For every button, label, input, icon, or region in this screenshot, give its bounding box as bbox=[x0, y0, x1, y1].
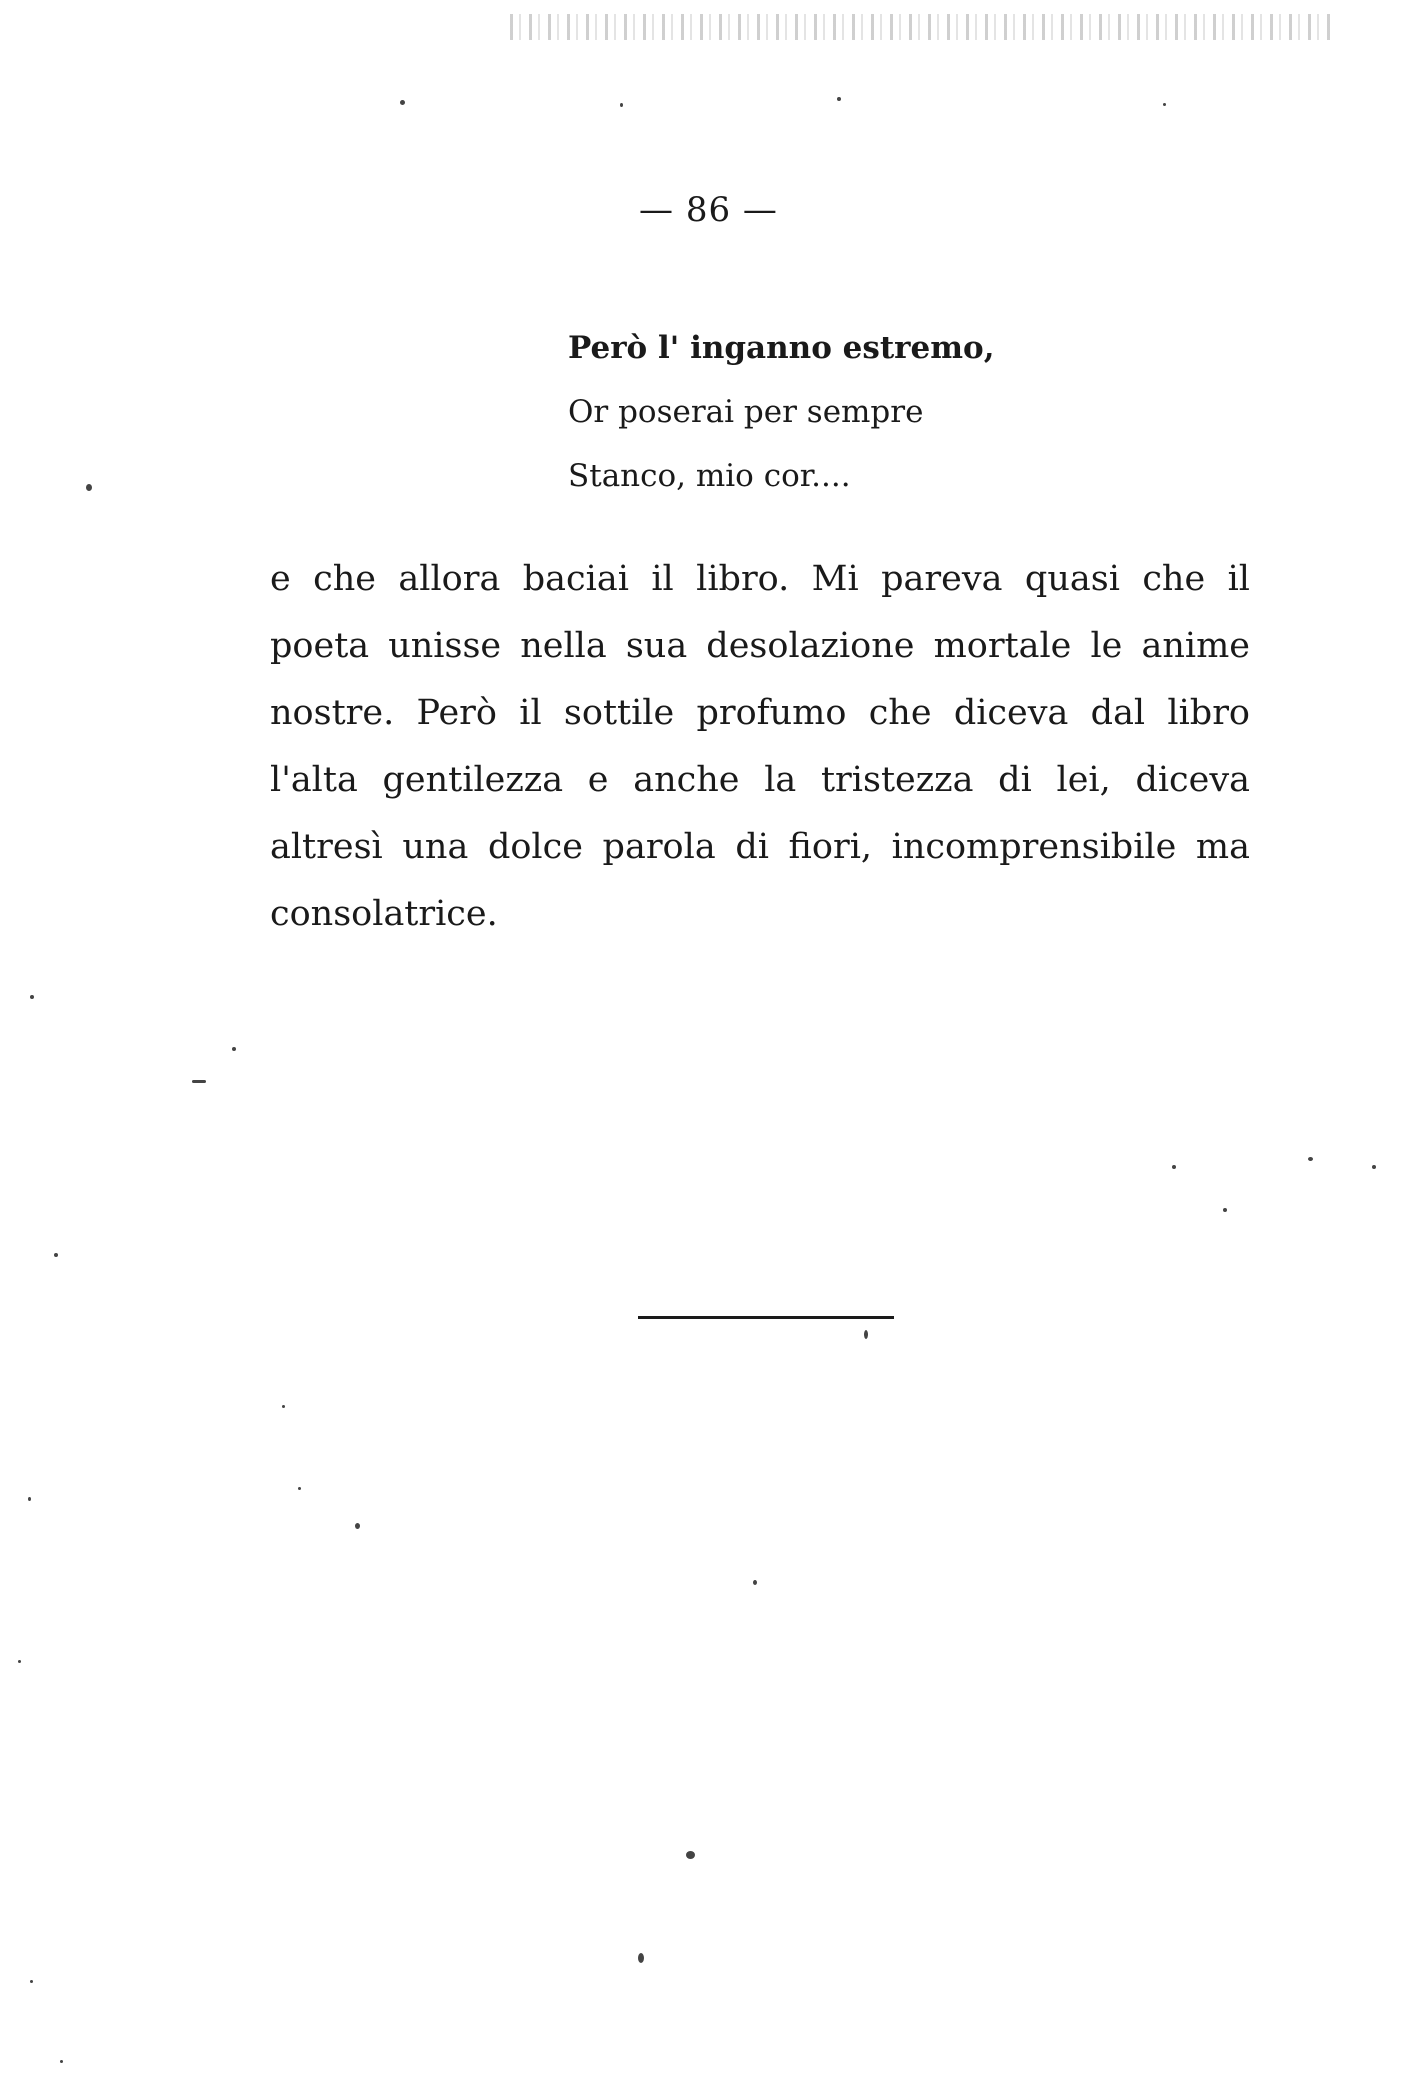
scan-speck bbox=[400, 100, 405, 105]
scan-speck bbox=[282, 1405, 285, 1408]
scan-speck bbox=[54, 1253, 58, 1257]
scan-speck bbox=[18, 1660, 21, 1663]
scan-speck bbox=[30, 995, 34, 999]
verse-line: Stanco, mio cor.... bbox=[568, 458, 851, 494]
scan-speck bbox=[1223, 1208, 1227, 1212]
prose-paragraph bbox=[270, 546, 1250, 948]
scan-speck bbox=[1163, 103, 1166, 106]
scan-speck bbox=[298, 1487, 301, 1490]
verse-line: Or poserai per sempre bbox=[568, 394, 924, 430]
verse-quotation bbox=[568, 316, 995, 508]
prose-line: consolatrice. bbox=[270, 894, 498, 934]
scan-speck bbox=[232, 1047, 236, 1051]
scan-speck bbox=[1172, 1165, 1176, 1169]
scan-speck bbox=[1372, 1165, 1376, 1169]
scan-speck bbox=[192, 1080, 206, 1083]
verse-line: Però l' inganno estremo, bbox=[568, 330, 995, 366]
prose-line: nostre. Però il sottile profumo che diceva dal libro bbox=[270, 693, 1250, 733]
scan-speck bbox=[30, 1980, 33, 1983]
scan-speck bbox=[864, 1330, 868, 1339]
prose-line: l'alta gentilezza e anche la tristezza di lei, diceva bbox=[270, 760, 1250, 800]
scan-speck bbox=[1308, 1157, 1313, 1161]
scan-noise bbox=[510, 14, 1330, 40]
page-number: — 86 — bbox=[639, 190, 778, 230]
scan-speck bbox=[28, 1497, 31, 1501]
scan-speck bbox=[638, 1953, 644, 1963]
prose-line: e che allora baciai il libro. Mi pareva quasi che il bbox=[270, 559, 1250, 599]
scan-speck bbox=[686, 1851, 695, 1859]
scan-speck bbox=[620, 103, 623, 107]
prose-line: poeta unisse nella sua desolazione mortale le anime bbox=[270, 626, 1250, 666]
scan-speck bbox=[86, 484, 92, 491]
scan-speck bbox=[753, 1580, 757, 1585]
end-rule-divider bbox=[638, 1316, 894, 1319]
scan-speck bbox=[355, 1523, 360, 1529]
scan-speck bbox=[60, 2060, 63, 2063]
prose-line: altresì una dolce parola di fiori, incomprensibile ma bbox=[270, 827, 1250, 867]
scan-speck bbox=[837, 97, 841, 101]
